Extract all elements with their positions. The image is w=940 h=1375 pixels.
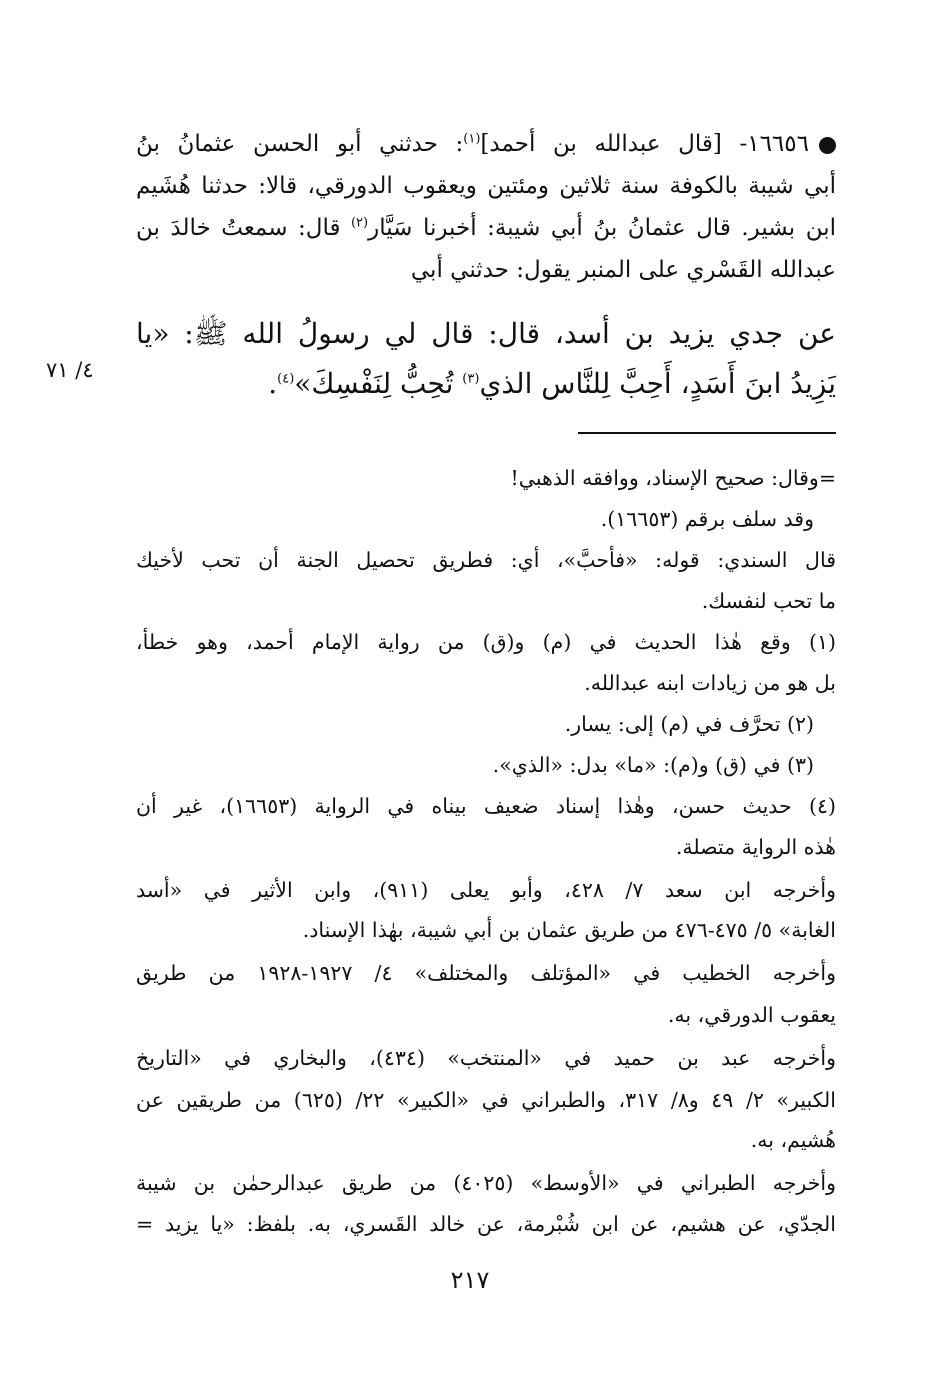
footnote-marker: (٣) [462,371,480,387]
footnote-line: (٢) تحرَّف في (م) إلى: يسار. [564,712,814,736]
footnote-line: وقد سلف برقم (١٦٦٥٣). [600,507,814,531]
footnote-line: ما تحب لنفسك. [701,589,836,613]
footnote-line: (٣) في (ق) و(م): «ما» بدل: «الذي». [492,753,814,777]
footnote-line: وأخرجه ابن سعد ٧/ ٤٢٨، وأبو يعلى (٩١١)، وابن الأثير في «أسد [136,878,836,902]
footnote-line: هُشيم، به. [750,1128,836,1152]
footnote-marker: (٢) [350,215,369,231]
hadith-text-line-2: يَزِيدُ ابنَ أَسَدٍ، أَحِبَّ لِلنَّاس الذي$^{(٣)}$ تُحِبُّ لِنَفْسِكَ»$^{(٤)}$. [268,367,836,400]
bullet-icon [819,137,836,154]
footnote-line: يعقوب الدورقي، به. [667,1003,836,1027]
footnote-line: (١) وقع هٰذا الحديث في (م) و(ق) من رواية الإمام أحمد، وهو خطأ، [136,630,836,654]
footnote-marker: (٤) [277,371,295,387]
footnote-line: وأخرجه عبد بن حميد في «المنتخب» (٤٣٤)، والبخاري في «التاريخ [136,1046,836,1070]
margin-reference: ٤/ ٧١ [46,358,94,382]
footnote-line: بل هو من زيادات ابنه عبدالله. [584,671,836,695]
main-text-line-4: عبدالله القَسْري على المنبر يقول: حدثني أبي [410,257,836,283]
footnote-marker: (١) [463,131,481,147]
footnote-line: الغابة» ٥/ ٤٧٥-٤٧٦ من طريق عثمان بن أبي شيبة، بهٰذا الإسناد. [302,918,836,942]
footnote-line: هٰذه الرواية متصلة. [675,835,836,859]
footnote-line: =وقال: صحيح الإسناد، ووافقه الذهبي! [510,466,836,490]
footnote-line: (٤) حديث حسن، وهٰذا إسناد ضعيف بيناه في الرواية (١٦٦٥٣)، غير أن [136,794,836,818]
footnote-separator [578,432,836,434]
footnote-line: الجدّي، عن هشيم، عن ابن شُبْرمة، عن خالد القَسري، به. بلفظ: «يا يزيد = [136,1212,836,1236]
footnote-line: الكبير» ٢/ ٤٩ و٨/ ٣١٧، والطبراني في «الكبير» ٢٢/ (٦٢٥) من طريقين عن [136,1088,836,1112]
footnote-line: وأخرجه الخطيب في «المؤتلف والمختلف» ٤/ ١٩٢٧-١٩٢٨ من طريق [136,961,836,985]
main-text-line-1: ١٦٦٥٦- [قال عبدالله بن أحمد]$^{(١)}$: حدثني أبو الحسن عثمانُ بنُ [136,124,836,164]
page-number: ٢١٧ [450,1266,490,1294]
hadith-number: ١٦٦٥٦- [721,131,809,157]
footnote-line: قال السندي: قوله: «فأحبَّ»، أي: فطريق تحصيل الجنة أن تحب لأخيك [136,548,836,572]
footnote-line: وأخرجه الطبراني في «الأوسط» (٤٠٢٥) من طريق عبدالرحمٰن بن شيبة [136,1171,836,1195]
hadith-text-line-1: عن جدي يزيد بن أسد، قال: قال لي رسولُ الله ﷺ: «يا [136,317,836,350]
main-text-line-3: ابن بشير. قال عثمانُ بنُ أبي شيبة: أخبرنا سَيَّار$^{(٢)}$ قال: سمعتُ خالدَ بن [136,215,836,241]
main-text-line-2: أبي شيبة بالكوفة سنة ثلاثين ومئتين ويعقوب الدورقي، قالا: حدثنا هُشَيم [136,173,836,199]
